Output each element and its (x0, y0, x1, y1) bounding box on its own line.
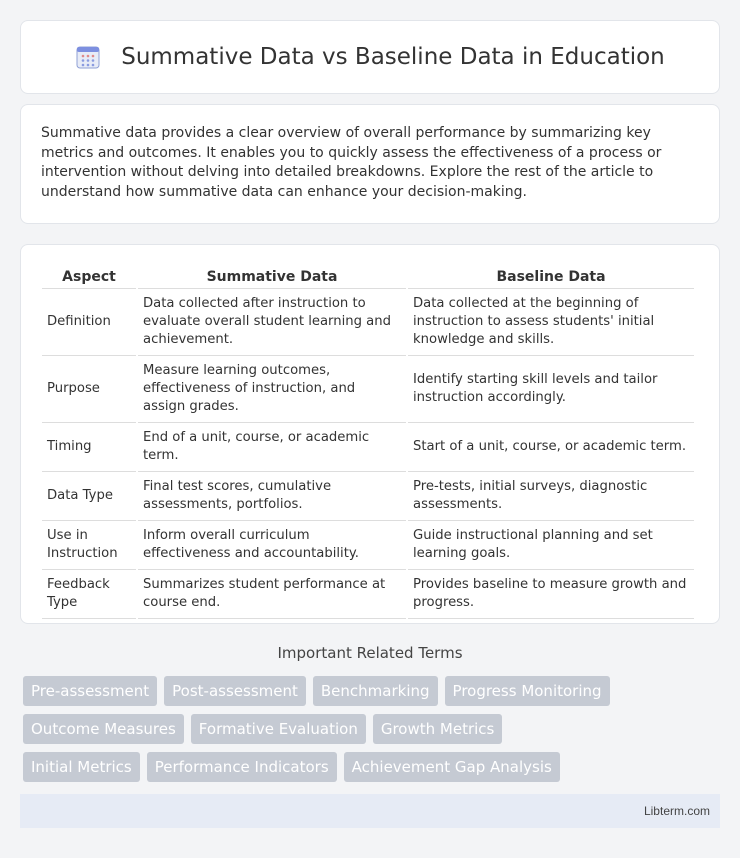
column-header-summative: Summative Data (138, 265, 406, 289)
page-title: Summative Data vs Baseline Data in Education (121, 44, 665, 70)
table-cell-baseline: Identify starting skill levels and tailor instruction accordingly. (408, 356, 694, 423)
related-term-tag[interactable]: Pre-assessment (23, 676, 157, 706)
table-cell-aspect: Use in Instruction (42, 521, 136, 570)
table-cell-aspect: Timing (42, 423, 136, 472)
table-cell-aspect: Definition (42, 289, 136, 356)
table-cell-baseline: Guide instructional planning and set learning goals. (408, 521, 694, 570)
footer-site-link[interactable]: Libterm.com (643, 804, 710, 818)
related-term-tag[interactable]: Achievement Gap Analysis (344, 752, 560, 782)
column-header-baseline: Baseline Data (408, 265, 694, 289)
related-terms-list (23, 676, 623, 782)
table-cell-baseline: Start of a unit, course, or academic term. (408, 423, 694, 472)
table-row (42, 423, 694, 472)
table-cell-baseline: Pre-tests, initial surveys, diagnostic assessments. (408, 472, 694, 521)
related-term-tag[interactable]: Initial Metrics (23, 752, 140, 782)
footer (20, 794, 720, 828)
table-row (42, 289, 694, 356)
related-terms-title: Important Related Terms (277, 644, 463, 662)
table-cell-summative: Inform overall curriculum effectiveness and accountability. (138, 521, 406, 570)
table-row (42, 521, 694, 570)
calendar-grid-icon (75, 44, 101, 70)
related-term-tag[interactable]: Performance Indicators (147, 752, 337, 782)
table-cell-aspect: Data Type (42, 472, 136, 521)
table-cell-summative: Final test scores, cumulative assessments, portfolios. (138, 472, 406, 521)
table-cell-aspect: Feedback Type (42, 570, 136, 619)
title-card (20, 20, 720, 94)
table-header-row (42, 265, 694, 289)
table-row (42, 356, 694, 423)
intro-card (20, 104, 720, 224)
related-term-tag[interactable]: Formative Evaluation (191, 714, 366, 744)
related-term-tag[interactable]: Growth Metrics (373, 714, 503, 744)
table-row (42, 570, 694, 619)
related-term-tag[interactable]: Post-assessment (164, 676, 306, 706)
related-term-tag[interactable]: Benchmarking (313, 676, 438, 706)
table-row (42, 472, 694, 521)
intro-text: Summative data provides a clear overview of overall performance by summarizing key metrics and outcomes. It enables you to quickly assess the effectiveness of a process or intervention without delving into detailed breakdowns. Explore the rest of the article to understand how summative data can enhance your decision-making. (41, 125, 662, 200)
table-cell-summative: Summarizes student performance at course end. (138, 570, 406, 619)
table-cell-summative: Measure learning outcomes, effectiveness of instruction, and assign grades. (138, 356, 406, 423)
related-term-tag[interactable]: Outcome Measures (23, 714, 184, 744)
comparison-table-card (20, 244, 720, 624)
table-cell-baseline: Provides baseline to measure growth and progress. (408, 570, 694, 619)
table-cell-aspect: Purpose (42, 356, 136, 423)
column-header-aspect: Aspect (42, 265, 136, 289)
table-cell-baseline: Data collected at the beginning of instruction to assess students' initial knowledge and skills. (408, 289, 694, 356)
related-term-tag[interactable]: Progress Monitoring (445, 676, 610, 706)
table-cell-summative: End of a unit, course, or academic term. (138, 423, 406, 472)
comparison-table (40, 265, 696, 619)
table-cell-summative: Data collected after instruction to evaluate overall student learning and achievement. (138, 289, 406, 356)
